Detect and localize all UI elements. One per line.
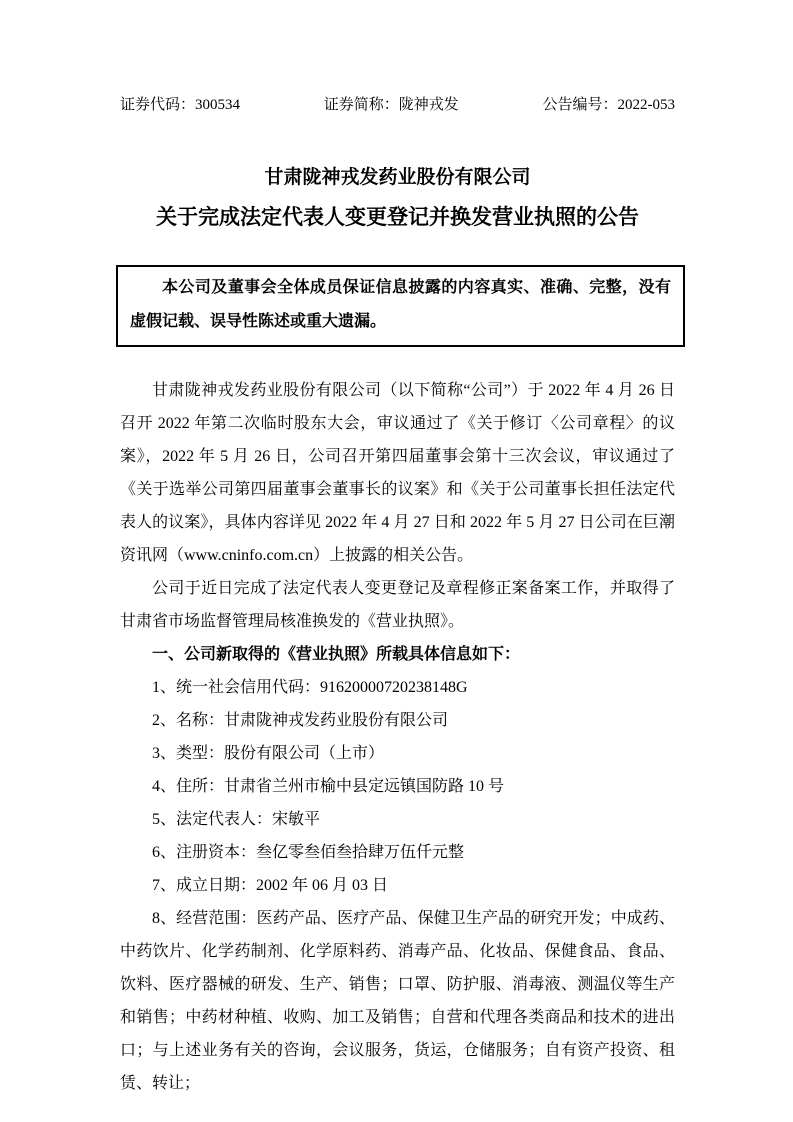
- license-item-establish-date: 7、成立日期：2002 年 06 月 03 日: [152, 877, 389, 894]
- stock-short-name: 证券简称：陇神戎发: [323, 97, 459, 113]
- company-name-title: 甘肃陇神戎发药业股份有限公司: [264, 167, 531, 188]
- document-header: [120, 96, 675, 114]
- license-item-type: 3、类型：股份有限公司（上市）: [152, 745, 385, 762]
- stock-code: 证券代码：300534: [120, 97, 241, 113]
- paragraph-registration-completed: 公司于近日完成了法定代表人变更登记及章程修正案备案工作，并取得了甘肃省市场监督管理局核准换发的《营业执照》。: [120, 580, 675, 630]
- disclaimer-text: 本公司及董事会全体成员保证信息披露的内容真实、准确、完整，没有虚假记载、误导性陈述或重大遗漏。: [130, 279, 671, 330]
- document-body: [120, 374, 675, 1100]
- section-heading-license-info: 一、公司新取得的《营业执照》所载具体信息如下：: [152, 646, 521, 663]
- disclaimer-box: [116, 265, 685, 347]
- license-item-business-scope: 8、经营范围：医药产品、医疗产品、保健卫生产品的研究开发；中成药、中药饮片、化学药制剂、化学原料药、消毒产品、化妆品、保健食品、食品、饮料、医疗器械的研发、生产、销售；口罩、防护服、消毒液、测温仪等生产和销售；中药材种植、收购、加工及销售；自营和代理各类商品和技术的进出口；与上述业务有关的咨询，会议服务，货运，仓储服务；自有资产投资、租赁、转让；: [120, 910, 675, 1092]
- license-item-address: 4、住所：甘肃省兰州市榆中县定远镇国防路 10 号: [152, 778, 505, 795]
- license-item-registered-capital: 6、注册资本：叁亿零叁佰叁拾肆万伍仟元整: [152, 844, 465, 861]
- license-item-credit-code: 1、统一社会信用代码：91620000720238148G: [152, 679, 468, 696]
- announcement-title: 关于完成法定代表人变更登记并换发营业执照的公告: [156, 205, 639, 229]
- license-item-name: 2、名称：甘肃陇神戎发药业股份有限公司: [152, 712, 449, 729]
- announcement-number: 公告编号：2022-053: [542, 97, 675, 113]
- paragraph-board-resolutions: 甘肃陇神戎发药业股份有限公司（以下简称“公司”）于 2022 年 4 月 26 日召开 2022 年第二次临时股东大会，审议通过了《关于修订〈公司章程〉的议案》，2022 年 5 月 26 日，公司召开第四届董事会第十三次会议，审议通过了《关于选举公司第四届董事会董事长的议案》和《关于公司董事长担任法定代表人的议案》，具体内容详见 2022 年 4 月 27 日和 2022 年 5 月 27 日公司在巨潮资讯网（www.cninfo.com.cn）上披露的相关公告。: [120, 382, 675, 564]
- license-item-legal-representative: 5、法定代表人：宋敏平: [152, 811, 321, 828]
